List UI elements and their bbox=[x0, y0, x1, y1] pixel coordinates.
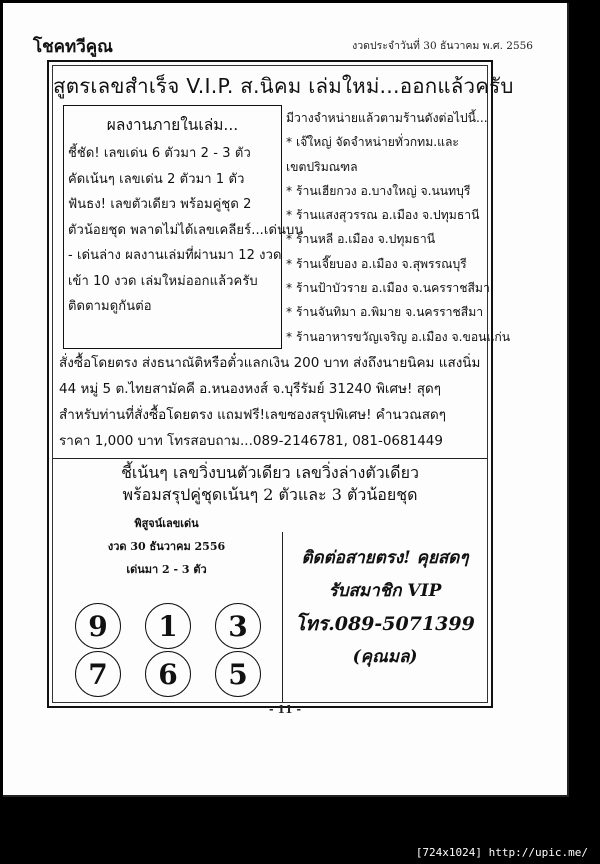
advertisement-box bbox=[47, 60, 514, 708]
image-host-watermark: [724x1024] http://upic.me/ bbox=[415, 846, 588, 859]
distribution-line: เขตปริมณฑล bbox=[286, 159, 358, 174]
lucky-number-circle: 1 bbox=[145, 603, 191, 649]
contact-phone: โทร.089-5071399 bbox=[295, 613, 475, 635]
ad-title: สูตรเลขสำเร็จ V.I.P. ส.นิคม เล่มใหม่...ออกแล้วครับ bbox=[53, 74, 514, 98]
distribution-line: * ร้านเจี๊ยบอง อ.เมือง จ.สุพรรณบุรี bbox=[286, 256, 467, 271]
magazine-page bbox=[3, 3, 569, 797]
results-box bbox=[63, 105, 304, 349]
results-heading: ผลงานภายในเล่ม... bbox=[106, 116, 239, 134]
distribution-line: * เจ๊ใหญ่ จัดจำหน่ายทั่วกทม.และ bbox=[286, 135, 459, 150]
distribution-line: * ร้านเฮียกวง อ.บางใหญ่ จ.นนทบุรี bbox=[286, 183, 471, 198]
order-info bbox=[57, 350, 483, 454]
distribution-line: * ร้านหลี อ.เมือง จ.ปทุมธานี bbox=[286, 232, 436, 247]
issue-date: งวดประจำวันที่ 30 ธันวาคม พ.ศ. 2556 bbox=[352, 40, 533, 52]
order-line: สำหรับท่านที่สั่งซื้อโดยตรง แถมฟรี!เลขซองสรุปพิเศษ! คำนวณสดๆ bbox=[59, 407, 446, 423]
distribution-line: * ร้านแสงสุวรรณ อ.เมือง จ.ปทุมธานี bbox=[286, 208, 480, 223]
proof-section bbox=[53, 512, 280, 581]
distribution-line: * ร้านจันทิมา อ.พิมาย จ.นครราชสีมา bbox=[286, 305, 484, 320]
distribution-line: * ร้านป้าบัวราย อ.เมือง จ.นครราชสีมา bbox=[286, 281, 490, 296]
contact-name: (คุณมล) bbox=[352, 647, 418, 667]
promo-text bbox=[53, 462, 487, 506]
results-line: ติดตามดูกันต่อ bbox=[68, 299, 152, 314]
promo-line: พร้อมสรุปคู่ชุดเน้นๆ 2 ตัวและ 3 ตัวน้อยชุด bbox=[122, 485, 418, 504]
lucky-number-grid bbox=[67, 603, 277, 697]
distribution-line: มีวางจำหน่ายแล้วตามร้านดังต่อไปนี้... bbox=[286, 111, 488, 125]
promo-line: ชี้เน้นๆ เลขวิ่งบนตัวเดียว เลขวิ่งล่างตัวเดียว bbox=[121, 463, 419, 482]
distribution-list bbox=[286, 106, 511, 349]
results-line: ตัวน้อยชุด พลาดไม่ได้เลขเคลียร์...เด่นบน bbox=[68, 222, 304, 238]
lucky-number-circle: 5 bbox=[215, 651, 261, 697]
results-line: ชี้ชัด! เลขเด่น 6 ตัวมา 2 - 3 ตัว bbox=[68, 146, 251, 161]
magazine-title: โชคทวีคูณ bbox=[33, 37, 113, 57]
lucky-number-circle: 3 bbox=[215, 603, 261, 649]
lucky-number-circle: 6 bbox=[145, 651, 191, 697]
results-line: ฟันธง! เลขตัวเดียว พร้อมคู่ชุด 2 bbox=[68, 197, 252, 212]
results-line: - เด่นล่าง ผลงานเล่มที่ผ่านมา 12 งวด bbox=[68, 248, 282, 263]
contact-membership: รับสมาชิก VIP bbox=[328, 581, 442, 601]
lucky-number-circle: 9 bbox=[75, 603, 121, 649]
proof-result-note: เด่นมา 2 - 3 ตัว bbox=[126, 563, 207, 576]
results-line: คัดเน้นๆ เลขเด่น 2 ตัวมา 1 ตัว bbox=[68, 171, 245, 187]
proof-heading: พิสูจน์เลขเด่น bbox=[134, 517, 199, 530]
advertisement-inner-frame bbox=[52, 65, 514, 703]
contact-headline: ติดต่อสายตรง! คุยสดๆ bbox=[301, 548, 469, 568]
results-line: เข้า 10 งวด เล่มใหม่ออกแล้วครับ bbox=[68, 273, 258, 289]
page-number: - 11 - bbox=[268, 703, 302, 716]
proof-draw-date: งวด 30 ธันวาคม 2556 bbox=[107, 540, 226, 553]
lucky-number-circle: 7 bbox=[75, 651, 121, 697]
order-line: ราคา 1,000 บาท โทรสอบถาม...089-2146781, 081-0681449 bbox=[59, 433, 443, 449]
order-line: สั่งซื้อโดยตรง ส่งธนาณัติหรือตั๋วแลกเงิน 200 บาท ส่งถึงนายนิคม แสงนิ่ม bbox=[59, 355, 481, 371]
contact-section bbox=[283, 542, 487, 674]
section-divider bbox=[53, 458, 487, 459]
order-line: 44 หมู่ 5 ต.ไทยสามัคคี อ.หนองหงส์ จ.บุรีรัมย์ 31240 พิเศษ! สุดๆ bbox=[59, 381, 441, 397]
distribution-line: * ร้านอาหารขวัญเจริญ อ.เมือง จ.ขอนแก่น bbox=[286, 329, 511, 344]
